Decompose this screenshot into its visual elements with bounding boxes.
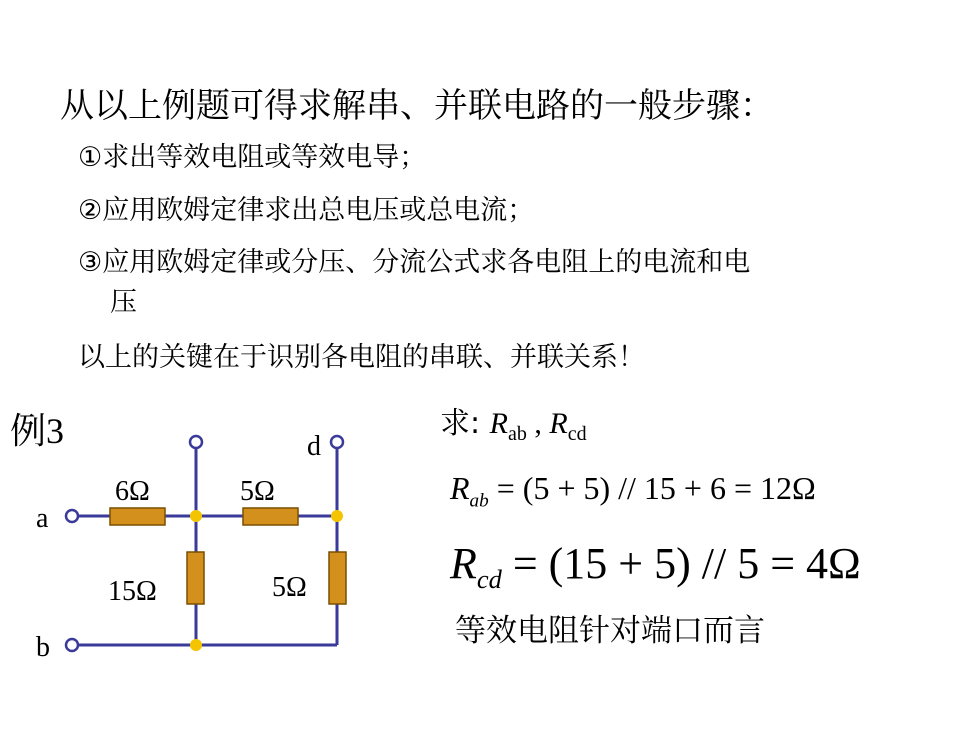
question-r2: R [549,407,568,440]
question-r2-sub: cd [567,423,587,445]
resistor-15ohm [187,552,204,604]
terminal-b [66,639,78,651]
equation-rab-sub: ab [469,490,489,512]
step-3: ③应用欧姆定律或分压、分流公式求各电阻上的电流和电 [78,247,751,278]
question-sep: , [526,407,550,440]
equation-rcd-rhs: = (15 + 5) // 5 = 4Ω [501,539,861,588]
label-5ohm-right: 5Ω [272,572,307,603]
terminal-top [190,436,202,448]
question-prefix: 求: [440,406,490,441]
junction-left [190,510,202,522]
label-node-b: b [36,632,50,663]
step-3-continuation: 压 [110,287,137,318]
label-node-a: a [36,503,49,534]
note: 等效电阻针对端口而言 [455,613,765,649]
equation-rab-rhs: = (5 + 5) // 15 + 6 = 12Ω [488,470,816,506]
resistor-5ohm-top [243,508,298,525]
terminal-d [331,436,343,448]
label-6ohm: 6Ω [115,476,150,507]
question-r1: R [489,407,508,440]
junction-bottom [190,639,202,651]
equation-rcd-lhs: R [450,539,477,588]
junction-right [331,510,343,522]
circuit-diagram [0,420,400,670]
equation-rcd [450,536,861,607]
page-heading: 从以上例题可得求解串、并联电路的一般步骤： [60,86,774,126]
label-15ohm: 15Ω [108,576,157,607]
step-2: ②应用欧姆定律求出总电压或总电流； [78,195,535,226]
label-node-d: d [307,431,321,462]
resistor-5ohm-right [329,552,346,604]
step-1: ①求出等效电阻或等效电导； [78,142,427,173]
question-r1-sub: ab [507,423,527,445]
equation-rcd-sub: cd [476,563,502,594]
circuit-junctions [190,510,343,651]
terminal-a [66,510,78,522]
question [440,404,587,454]
circuit-terminals [66,436,343,651]
label-5ohm-top: 5Ω [240,476,275,507]
equation-rab [450,466,816,523]
example-label: 例3 [10,411,65,451]
key-point: 以上的关键在于识别各电阻的串联、并联关系！ [78,342,645,373]
equation-rab-lhs: R [450,470,470,506]
resistor-6ohm [110,508,165,525]
